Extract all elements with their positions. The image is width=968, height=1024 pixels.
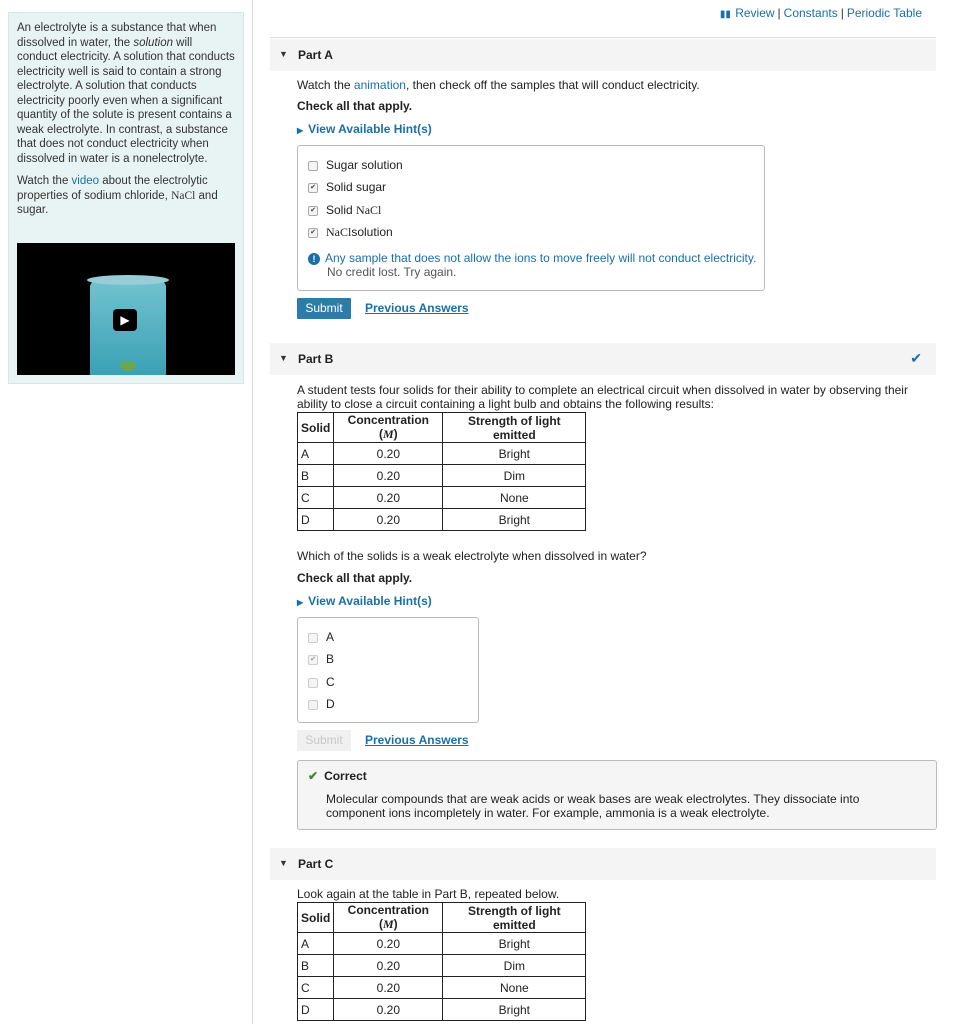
part-a-answer-box bbox=[297, 145, 765, 291]
animation-link[interactable]: animation bbox=[353, 78, 406, 92]
part-a-previous-answers-link[interactable]: Previous Answers bbox=[365, 301, 469, 315]
table-row: A 0.20 Bright bbox=[298, 443, 586, 465]
part-c-title: Part C bbox=[298, 857, 334, 871]
collapse-caret-icon[interactable]: ▼ bbox=[279, 353, 288, 363]
resource-links: ▮▮ Review | Constants | Periodic Table bbox=[719, 6, 922, 20]
checkbox[interactable]: ✔ bbox=[308, 228, 318, 238]
intro-sidebar bbox=[8, 12, 244, 384]
option-d[interactable]: D bbox=[308, 697, 335, 711]
part-b-question: Which of the solids is a weak electrolyte when dissolved in water? bbox=[297, 549, 647, 563]
caret-right-icon: ▶ bbox=[297, 126, 304, 135]
table-row: A 0.20 Bright bbox=[298, 933, 586, 955]
checkbox[interactable] bbox=[308, 678, 318, 688]
correct-feedback-box bbox=[297, 760, 937, 830]
caret-right-icon: ▶ bbox=[297, 598, 304, 607]
check-icon: ✔ bbox=[308, 769, 319, 783]
table-row: D 0.20 Bright bbox=[298, 509, 586, 531]
table-row: C 0.20 None bbox=[298, 977, 586, 999]
table-row: C 0.20 None bbox=[298, 487, 586, 509]
completed-check-icon: ✔ bbox=[910, 350, 922, 366]
collapse-caret-icon[interactable]: ▼ bbox=[279, 49, 288, 59]
book-icon: ▮▮ bbox=[719, 9, 731, 20]
part-b-answer-box bbox=[297, 617, 479, 723]
part-b-title: Part B bbox=[298, 352, 334, 366]
results-table-b bbox=[297, 412, 586, 531]
option-c[interactable]: C bbox=[308, 675, 335, 689]
review-link[interactable]: Review bbox=[735, 6, 775, 20]
part-a-title: Part A bbox=[298, 48, 333, 62]
part-a-submit-button[interactable]: Submit bbox=[297, 298, 351, 319]
constants-link[interactable]: Constants bbox=[783, 6, 838, 20]
checkbox[interactable] bbox=[308, 700, 318, 710]
column-divider bbox=[252, 0, 253, 1024]
results-table-c bbox=[297, 902, 586, 1021]
part-a-instruction: Watch the animation, then check off the samples that will conduct electricity. bbox=[297, 78, 700, 92]
checkbox[interactable]: ✔ bbox=[308, 183, 318, 193]
option-solid-sugar[interactable]: ✔ Solid sugar bbox=[308, 180, 386, 194]
intro-paragraph: An electrolyte is a substance that when dissolved in water, the solution will conduct electricity. A solution that conducts electricity well is said to contain a strong electrolyte. A solution that conducts electricity poorly even when a significant quantity of the solute is present contains a weak electrolyte. In contrast, a substance that does not conduct electricity when dissolved in water is a nonelectrolyte. bbox=[17, 22, 235, 165]
video-paragraph: Watch the video about the electrolytic properties of sodium chloride, NaCl and sugar. bbox=[17, 175, 218, 216]
periodic-table-link[interactable]: Periodic Table bbox=[846, 6, 922, 20]
part-a-check-all: Check all that apply. bbox=[297, 99, 413, 113]
part-b-previous-answers-link[interactable]: Previous Answers bbox=[365, 733, 469, 747]
table-row: B 0.20 Dim bbox=[298, 465, 586, 487]
checkbox[interactable]: ✔ bbox=[308, 655, 318, 665]
checkbox[interactable]: ✔ bbox=[308, 206, 318, 216]
table-header-row: Solid Concentration (M) Strength of light emitted bbox=[298, 903, 586, 933]
part-b-submit-button[interactable]: Submit bbox=[297, 730, 351, 751]
checkbox[interactable] bbox=[308, 633, 318, 643]
part-b-intro: A student tests four solids for their ability to complete an electrical circuit when dissolved in water by observing their ability to close a circuit containing a light bulb and obtains the following results: bbox=[297, 383, 908, 411]
option-nacl-solution[interactable]: ✔ NaClsolution bbox=[308, 225, 393, 240]
correct-title: ✔ Correct bbox=[308, 769, 367, 783]
video-link[interactable]: video bbox=[71, 175, 100, 187]
table-header-row: Solid Concentration (M) Strength of light emitted bbox=[298, 413, 586, 443]
alert-icon: ! bbox=[308, 253, 320, 265]
option-solid-nacl[interactable]: ✔ Solid NaCl bbox=[308, 203, 381, 218]
part-c-intro: Look again at the table in Part B, repeated below. bbox=[297, 887, 560, 901]
part-c-header[interactable] bbox=[270, 848, 936, 880]
table-row: D 0.20 Bright bbox=[298, 999, 586, 1021]
video-player[interactable] bbox=[17, 243, 235, 375]
part-a-feedback: ! Any sample that does not allow the ions to move freely will not conduct electricity. No credit lost. Try again. bbox=[308, 251, 756, 279]
part-a-header[interactable] bbox=[270, 39, 936, 71]
collapse-caret-icon[interactable]: ▼ bbox=[279, 858, 288, 868]
option-b[interactable]: ✔ B bbox=[308, 652, 334, 666]
part-b-header[interactable] bbox=[270, 343, 936, 375]
checkbox[interactable] bbox=[308, 161, 318, 171]
correct-explanation: Molecular compounds that are weak acids or weak bases are weak electrolytes. They dissociate into component ions incompletely in water. For example, ammonia is a weak electrolyte. bbox=[326, 792, 860, 820]
table-row: B 0.20 Dim bbox=[298, 955, 586, 977]
part-b-hint-toggle[interactable]: ▶ View Available Hint(s) bbox=[297, 594, 432, 608]
play-icon[interactable]: ▶ bbox=[113, 309, 137, 331]
crystal-thumbnail bbox=[120, 361, 136, 371]
option-sugar-solution[interactable]: Sugar solution bbox=[308, 158, 403, 172]
part-b-check-all: Check all that apply. bbox=[297, 571, 413, 585]
option-a[interactable]: A bbox=[308, 630, 334, 644]
part-a-hint-toggle[interactable]: ▶ View Available Hint(s) bbox=[297, 122, 432, 136]
header-rule bbox=[270, 37, 936, 38]
